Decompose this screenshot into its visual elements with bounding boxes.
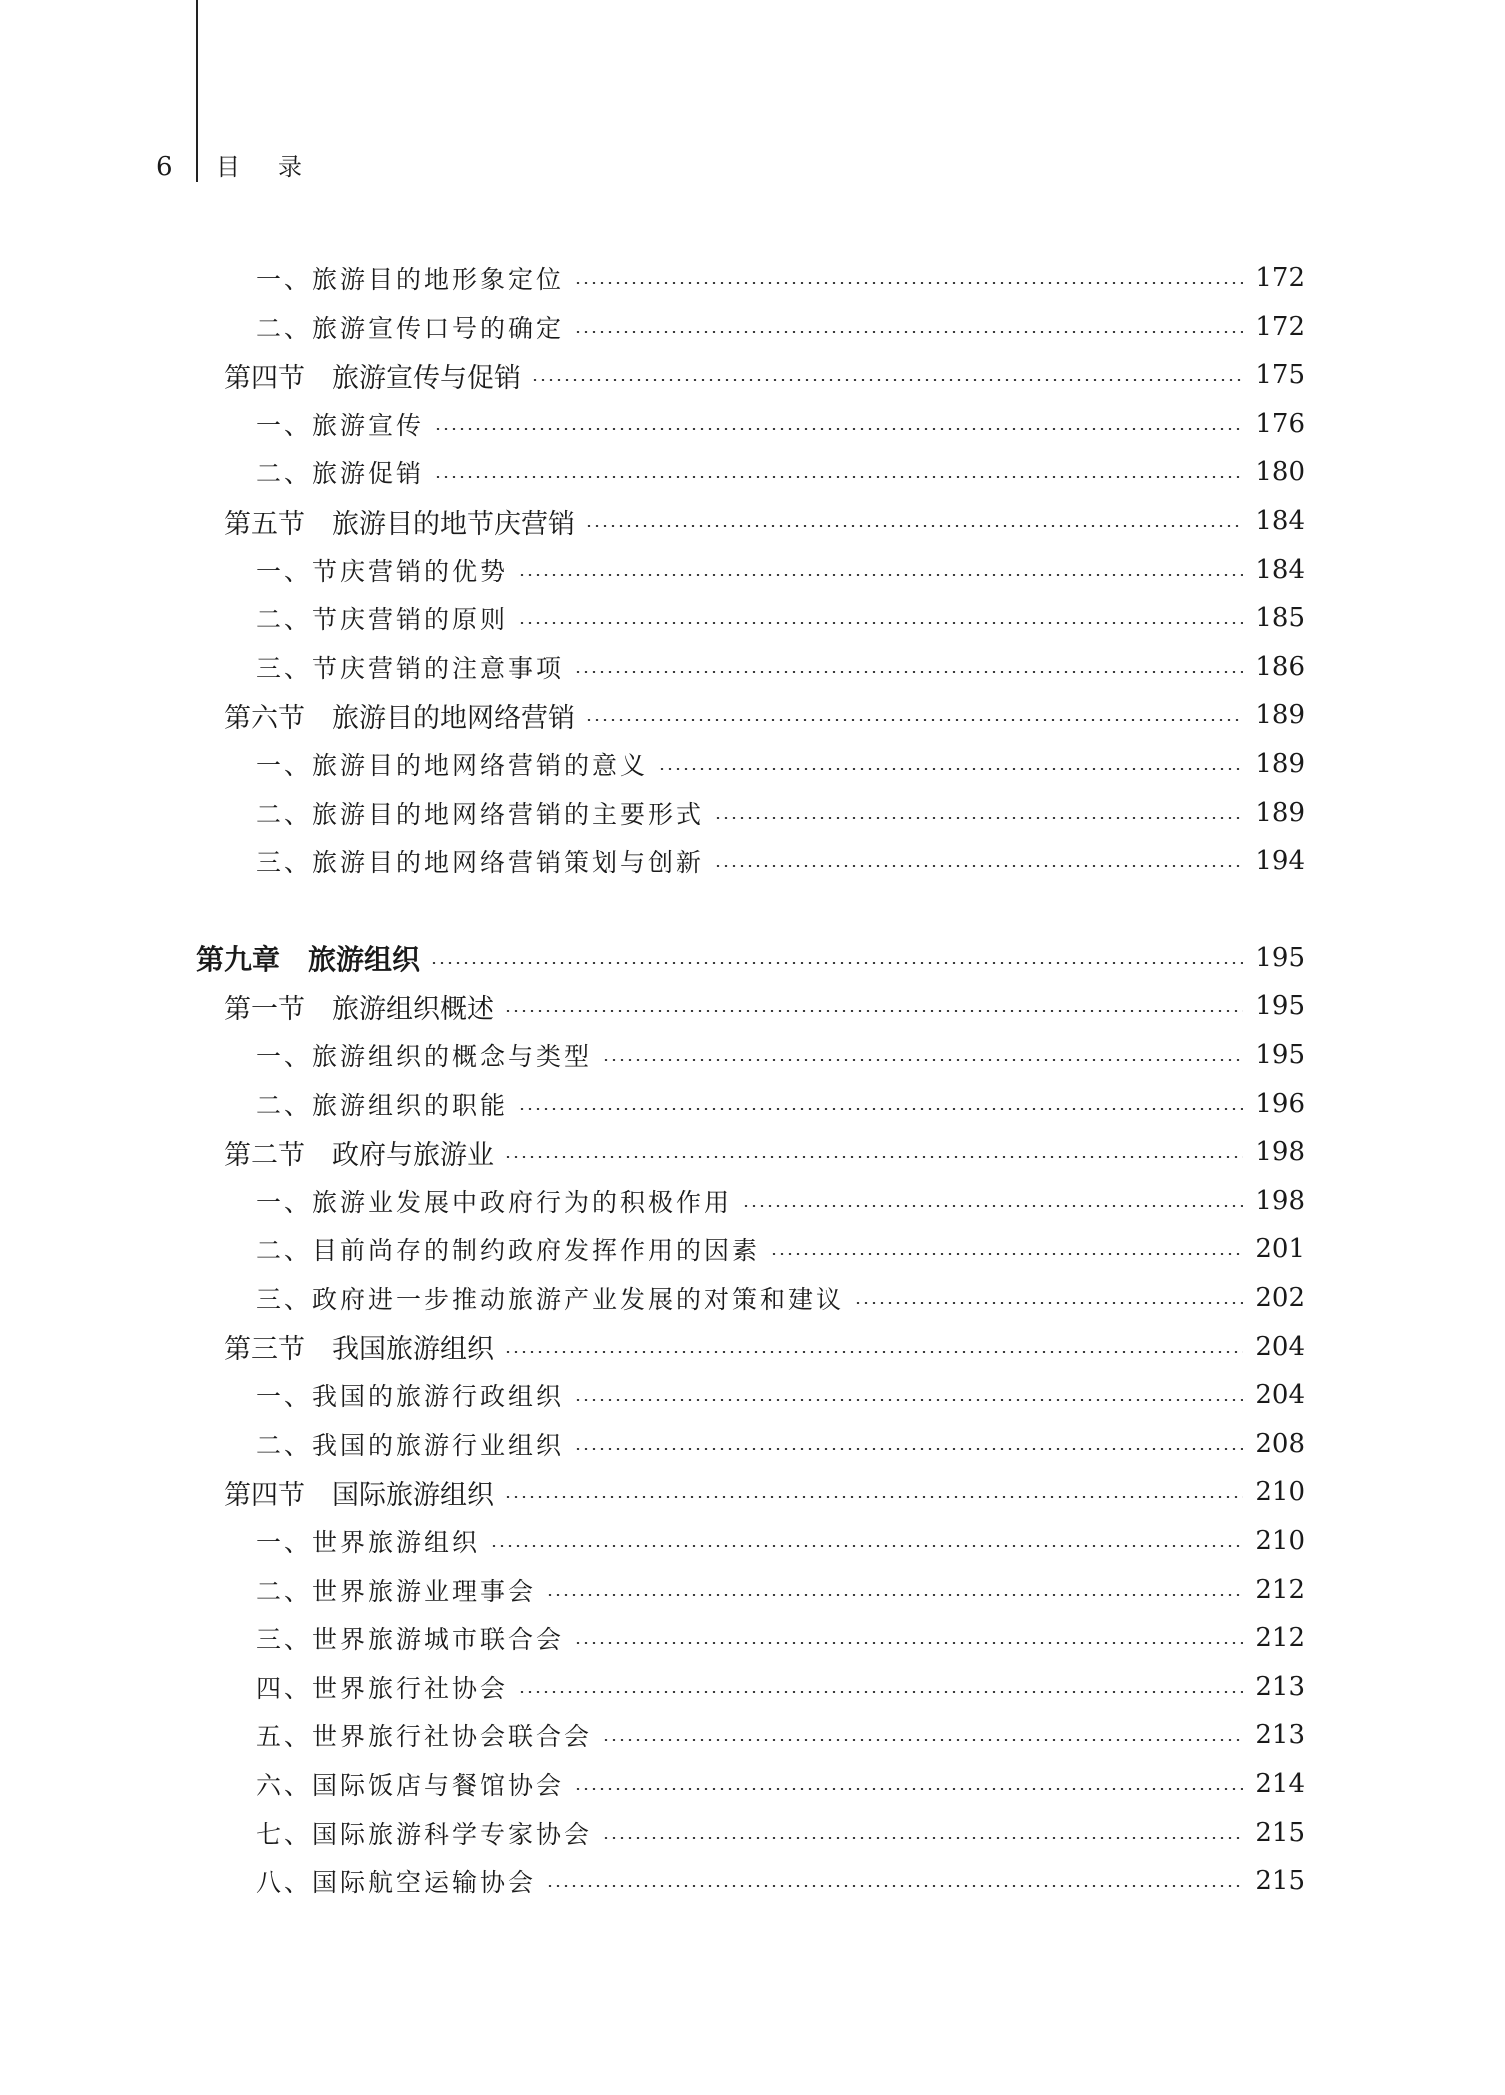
toc-entry-page: 189 <box>1255 797 1305 828</box>
toc-entry-page: 195 <box>1255 1040 1305 1070</box>
toc-entry-title: 一、旅游组织的概念与类型 <box>256 1042 593 1071</box>
toc-entry-title: 二、我国的旅游行业组织 <box>256 1430 565 1460</box>
dot-leader <box>854 1302 1243 1304</box>
toc-entry-page: 212 <box>1255 1574 1305 1605</box>
toc-entry-page: 185 <box>1255 603 1305 634</box>
running-head: 目录 <box>216 153 340 181</box>
toc-entry-chapter[interactable] <box>196 938 1305 978</box>
toc-entry-item[interactable] <box>256 1667 1305 1707</box>
toc-entry-item[interactable] <box>256 647 1305 687</box>
toc-entry-title: 六、国际饭店与餐馆协会 <box>256 1771 565 1800</box>
toc-entry-title: 二、旅游促销 <box>256 459 425 489</box>
toc-entry-page: 196 <box>1255 1088 1305 1119</box>
toc-entry-title: 第五节 旅游目的地节庆营销 <box>224 508 575 540</box>
toc-entry-item[interactable] <box>256 1278 1305 1318</box>
toc-entry-item[interactable] <box>256 1813 1305 1853</box>
toc-entry-title: 一、我国的旅游行政组织 <box>256 1382 565 1412</box>
dot-leader <box>602 1837 1243 1839</box>
toc-entry-title: 八、国际航空运输协会 <box>256 1868 537 1898</box>
toc-entry-title: 四、世界旅行社协会 <box>256 1673 509 1703</box>
dot-leader <box>546 1594 1243 1596</box>
toc-entry-title: 二、节庆营销的原则 <box>256 605 509 635</box>
toc-entry-item[interactable] <box>256 841 1305 881</box>
toc-entry-title: 第九章 旅游组织 <box>196 942 421 976</box>
toc-entry-page: 210 <box>1255 1477 1305 1508</box>
toc-entry-title: 一、旅游业发展中政府行为的积极作用 <box>256 1187 733 1217</box>
toc-entry-item[interactable] <box>256 1618 1305 1658</box>
toc-entry-title: 二、世界旅游业理事会 <box>256 1576 537 1606</box>
toc-entry-title: 三、世界旅游城市联合会 <box>256 1625 565 1655</box>
toc-entry-page: 213 <box>1255 1720 1305 1751</box>
toc-entry-item[interactable] <box>256 1424 1305 1464</box>
toc-entry-page: 215 <box>1255 1817 1305 1848</box>
toc-entry-page: 176 <box>1255 408 1305 439</box>
toc-entry-item[interactable] <box>256 307 1305 347</box>
dot-leader <box>585 719 1243 721</box>
toc-entry-item[interactable] <box>256 1715 1305 1755</box>
toc-entry-page: 214 <box>1255 1769 1305 1799</box>
toc-entry-title: 二、旅游组织的职能 <box>256 1090 509 1120</box>
dot-leader <box>434 428 1243 430</box>
toc-entry-page: 189 <box>1255 700 1305 731</box>
dot-leader <box>490 1545 1243 1547</box>
toc-entry-item[interactable] <box>256 598 1305 638</box>
dot-leader <box>531 379 1243 381</box>
toc-entry-page: 201 <box>1255 1234 1305 1265</box>
dot-leader <box>504 1010 1243 1012</box>
toc-entry-section[interactable] <box>224 986 1305 1026</box>
toc-entry-page: 204 <box>1255 1331 1305 1362</box>
dot-leader <box>574 1448 1243 1450</box>
toc-entry-page: 204 <box>1255 1380 1305 1411</box>
dot-leader <box>574 331 1243 333</box>
dot-leader <box>504 1156 1243 1158</box>
dot-leader <box>518 622 1243 624</box>
dot-leader <box>602 1739 1243 1741</box>
toc-entry-title: 第四节 国际旅游组织 <box>224 1479 494 1511</box>
toc-entry-page: 210 <box>1255 1526 1305 1556</box>
toc-entry-page: 175 <box>1255 360 1305 391</box>
toc-entry-item[interactable] <box>256 1035 1305 1075</box>
toc-entry-title: 第六节 旅游目的地网络营销 <box>224 702 575 734</box>
toc-entry-item[interactable] <box>256 1764 1305 1804</box>
toc-entry-page: 195 <box>1255 991 1305 1022</box>
toc-entry-title: 五、世界旅行社协会联合会 <box>256 1722 593 1752</box>
toc-entry-title: 第一节 旅游组织概述 <box>224 993 494 1025</box>
dot-leader <box>546 1885 1243 1887</box>
toc-entry-item[interactable] <box>256 1521 1305 1561</box>
toc-entry-page: 186 <box>1255 651 1305 682</box>
dot-leader <box>742 1205 1243 1207</box>
dot-leader <box>585 525 1243 527</box>
toc-entry-title: 七、国际旅游科学专家协会 <box>256 1819 593 1849</box>
toc-entry-section[interactable] <box>224 1472 1305 1512</box>
dot-leader <box>602 1059 1243 1061</box>
toc-entry-section[interactable] <box>224 1327 1305 1367</box>
toc-entry-item[interactable] <box>256 258 1305 298</box>
toc-entry-title: 二、旅游目的地网络营销的主要形式 <box>256 799 705 829</box>
toc-entry-item[interactable] <box>256 1861 1305 1901</box>
toc-entry-page: 208 <box>1255 1428 1305 1459</box>
toc-entry-item[interactable] <box>256 1570 1305 1610</box>
dot-leader <box>518 1691 1243 1693</box>
toc-entry-item[interactable] <box>256 404 1305 444</box>
toc-entry-page: 198 <box>1255 1137 1305 1168</box>
toc-entry-item[interactable] <box>256 550 1305 590</box>
dot-leader <box>574 1788 1243 1790</box>
toc-entry-page: 180 <box>1255 457 1305 488</box>
toc-entry-title: 一、旅游目的地形象定位 <box>256 265 565 294</box>
toc-entry-page: 184 <box>1255 554 1305 585</box>
toc-entry-title: 三、节庆营销的注意事项 <box>256 653 565 683</box>
toc-entry-section[interactable] <box>224 355 1305 395</box>
dot-leader <box>430 962 1243 964</box>
dot-leader <box>504 1496 1243 1498</box>
toc-entry-title: 二、旅游宣传口号的确定 <box>256 313 565 343</box>
toc-entry-page: 194 <box>1255 846 1305 877</box>
toc-entry-item[interactable] <box>256 744 1305 784</box>
header-rule <box>196 0 198 182</box>
toc-entry-item[interactable] <box>256 452 1305 492</box>
toc-entry-item[interactable] <box>256 1084 1305 1124</box>
toc-entry-title: 一、旅游目的地网络营销的意义 <box>256 751 649 780</box>
toc-entry-section[interactable] <box>224 1132 1305 1172</box>
toc-entry-page: 172 <box>1255 311 1305 342</box>
toc-entry-item[interactable] <box>256 1375 1305 1415</box>
toc-entry-title: 三、政府进一步推动旅游产业发展的对策和建议 <box>256 1285 845 1314</box>
toc-entry-title: 一、旅游宣传 <box>256 410 425 440</box>
toc-entry-page: 212 <box>1255 1623 1305 1654</box>
dot-leader <box>770 1253 1243 1255</box>
dot-leader <box>504 1351 1243 1353</box>
toc-entry-title: 第三节 我国旅游组织 <box>224 1334 494 1366</box>
toc-entry-page: 202 <box>1255 1283 1305 1313</box>
page-number: 6 <box>156 152 173 182</box>
toc-entry-section[interactable] <box>224 695 1305 735</box>
toc-entry-item[interactable] <box>256 793 1305 833</box>
toc-entry-page: 215 <box>1255 1866 1305 1897</box>
dot-leader <box>518 574 1243 576</box>
toc-entry-page: 184 <box>1255 506 1305 536</box>
toc-entry-section[interactable] <box>224 501 1305 541</box>
toc-entry-page: 198 <box>1255 1185 1305 1216</box>
toc-entry-item[interactable] <box>256 1181 1305 1221</box>
dot-leader <box>574 1399 1243 1401</box>
toc-entry-title: 一、世界旅游组织 <box>256 1528 481 1557</box>
toc-entry-title: 三、旅游目的地网络营销策划与创新 <box>256 848 705 878</box>
toc-entry-page: 172 <box>1255 263 1305 293</box>
toc-entry-title: 二、目前尚存的制约政府发挥作用的因素 <box>256 1236 761 1266</box>
toc-entry-page: 189 <box>1255 749 1305 779</box>
dot-leader <box>714 817 1243 819</box>
dot-leader <box>574 671 1243 673</box>
dot-leader <box>658 768 1243 770</box>
dot-leader <box>574 282 1243 284</box>
toc-entry-title: 一、节庆营销的优势 <box>256 556 509 586</box>
toc-entry-title: 第二节 政府与旅游业 <box>224 1139 494 1171</box>
dot-leader <box>518 1108 1243 1110</box>
dot-leader <box>574 1642 1243 1644</box>
toc-entry-title: 第四节 旅游宣传与促销 <box>224 362 521 394</box>
dot-leader <box>714 865 1243 867</box>
dot-leader <box>434 476 1243 478</box>
toc-entry-page: 213 <box>1255 1671 1305 1702</box>
toc-entry-item[interactable] <box>256 1229 1305 1269</box>
toc-entry-page: 195 <box>1255 942 1305 973</box>
